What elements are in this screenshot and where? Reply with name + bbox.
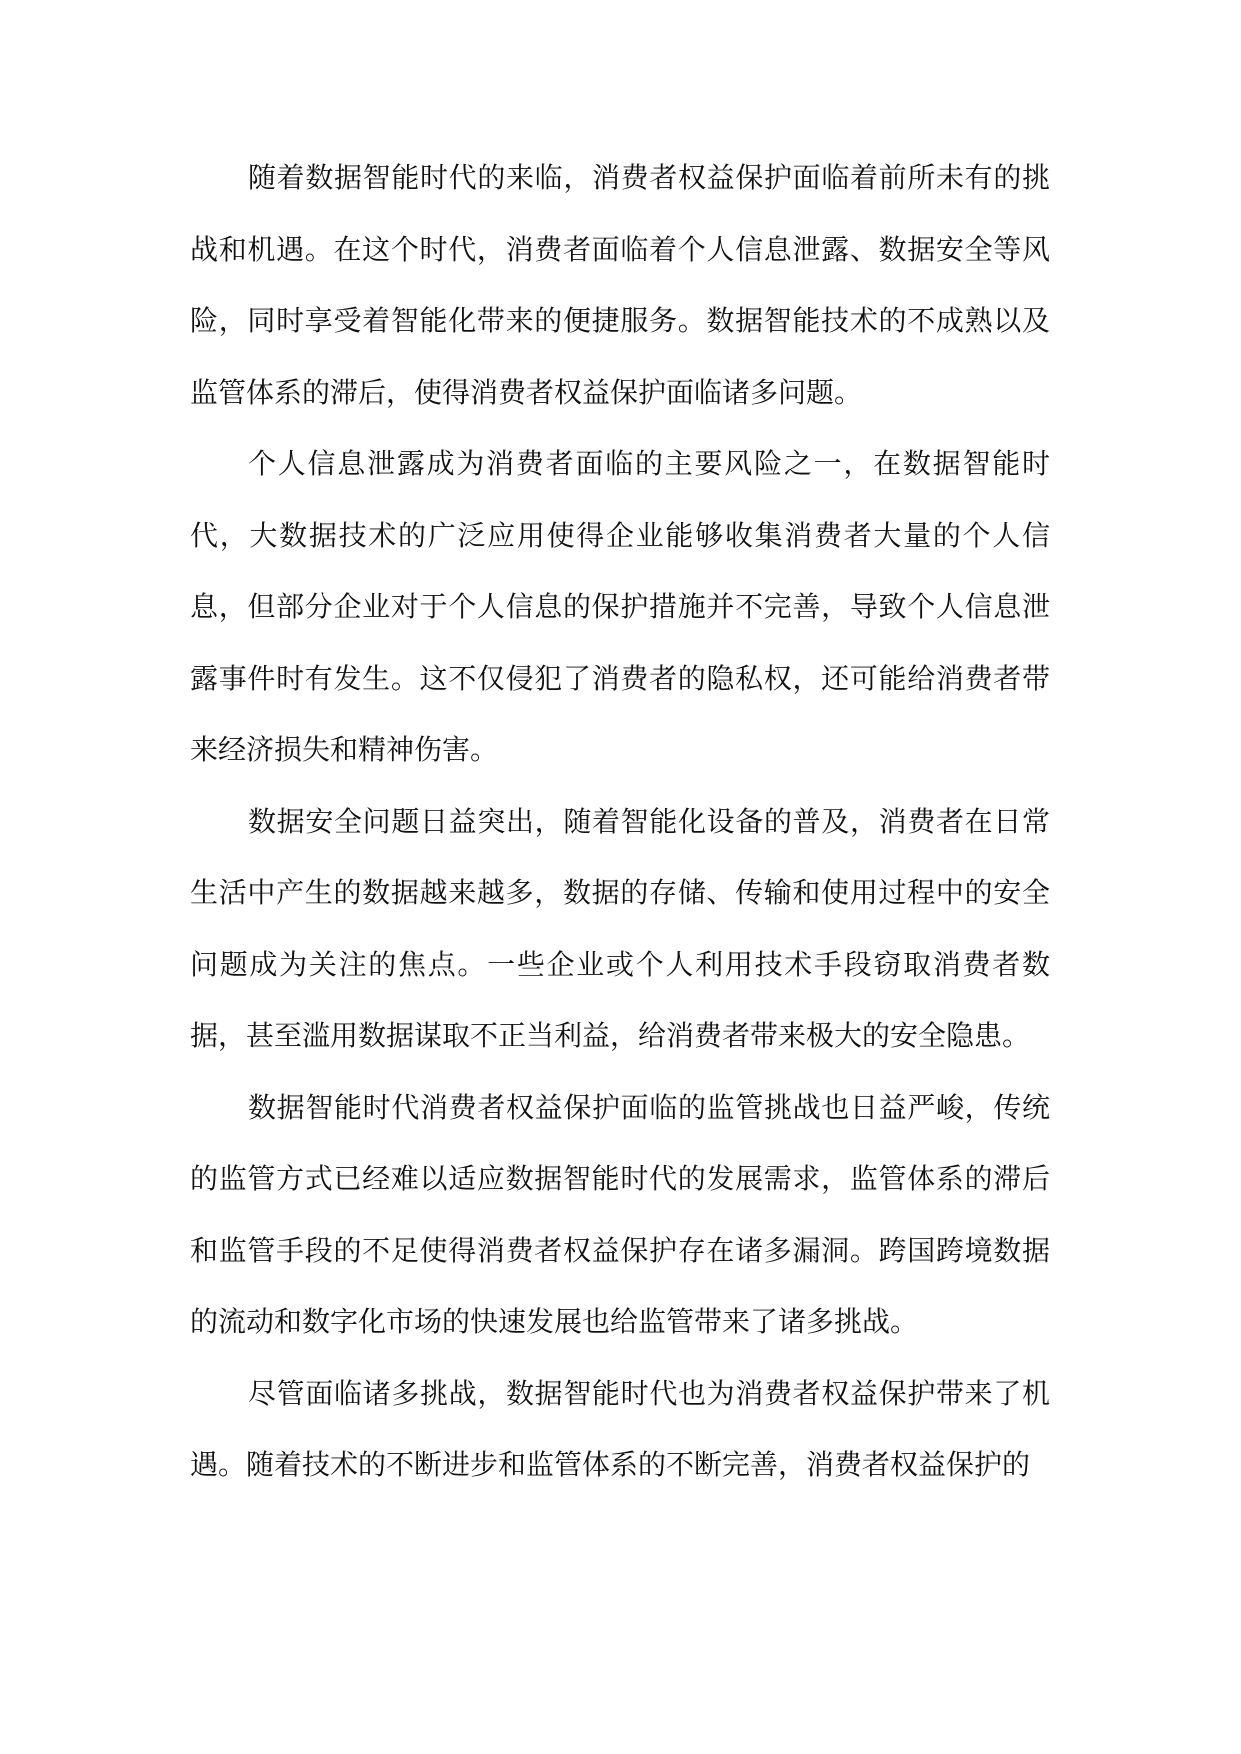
paragraph-4: 数据智能时代消费者权益保护面临的监管挑战也日益严峻，传统的监管方式已经难以适应数据智能时代的发展需求，监管体系的滞后和监管手段的不足使得消费者权益保护存在诸多漏洞。跨国跨境数据的流动和数字化市场的快速发展也给监管带来了诸多挑战。 xyxy=(190,1090,1050,1338)
body-text xyxy=(190,142,1050,1501)
paragraph-5: 尽管面临诸多挑战，数据智能时代也为消费者权益保护带来了机遇。随着技术的不断进步和监管体系的不断完善，消费者权益保护的 xyxy=(190,1376,1050,1481)
paragraph-2: 个人信息泄露成为消费者面临的主要风险之一，在数据智能时代，大数据技术的广泛应用使得企业能够收集消费者大量的个人信息，但部分企业对于个人信息的保护措施并不完善，导致个人信息泄露事件时有发生。这不仅侵犯了消费者的隐私权，还可能给消费者带来经济损失和精神伤害。 xyxy=(190,447,1050,766)
paragraph-3: 数据安全问题日益突出，随着智能化设备的普及，消费者在日常生活中产生的数据越来越多，数据的存储、传输和使用过程中的安全问题成为关注的焦点。一些企业或个人利用技术手段窃取消费者数据，甚至滥用数据谋取不正当利益，给消费者带来极大的安全隐患。 xyxy=(190,804,1050,1052)
paragraph-1: 随着数据智能时代的来临，消费者权益保护面临着前所未有的挑战和机遇。在这个时代，消费者面临着个人信息泄露、数据安全等风险，同时享受着智能化带来的便捷服务。数据智能技术的不成熟以及监管体系的滞后，使得消费者权益保护面临诸多问题。 xyxy=(190,161,1050,409)
